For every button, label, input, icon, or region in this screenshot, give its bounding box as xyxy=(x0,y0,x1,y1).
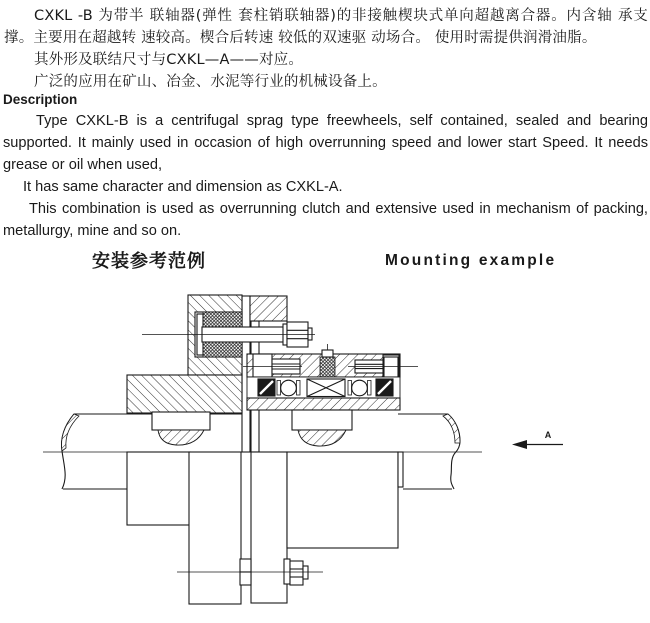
description-paragraph-1: Type CXKL-B is a centrifugal sprag type freewheels, self contained, sealed and bearing supported. It mainly used in occasion of high overrunning speed and lower start Speed. It needs grease or oil when used, xyxy=(3,113,648,173)
intro-cn-paragraph-1: CXKL -B 为带半 联轴器(弹性 套柱销联轴器)的非接触楔块式单向超越离合器。内含轴 承支撑。主要用在超越转 速较高。楔合后转速 较低的双速驱 动场合。 使用时需提供润滑油脂。 xyxy=(4,8,648,46)
description-heading: Description xyxy=(3,92,78,107)
drawing-title-chinese: 安装参考范例 xyxy=(92,251,206,272)
right-shaft-key xyxy=(292,410,352,446)
intro-cn-paragraph-2: 其外形及联结尺寸与CXKL—A——对应。 xyxy=(34,52,304,68)
bearing-row xyxy=(247,377,400,398)
technical-drawing xyxy=(0,280,650,623)
arrowhead-icon xyxy=(512,440,527,449)
lower-half-outline xyxy=(127,452,403,604)
sprag-cage xyxy=(307,379,345,397)
right-flange-block xyxy=(250,296,287,321)
section-arrow xyxy=(512,430,563,449)
left-shaft-key xyxy=(152,412,210,445)
inner-sleeve xyxy=(247,398,400,410)
description-paragraph-2: It has same character and dimension as CXKL-A. xyxy=(23,179,343,195)
intro-cn-paragraph-3: 广泛的应用在矿山、冶金、水泥等行业的机械设备上。 xyxy=(34,74,387,90)
grease-fitting xyxy=(320,344,335,377)
section-view-label: A xyxy=(544,430,552,440)
drawing-title-english: Mounting example xyxy=(385,252,557,269)
right-shaft xyxy=(398,414,460,489)
description-paragraph-3: This combination is used as overrunning clutch and extensive used in mechanism of packing, metallurgy, mine and so on. xyxy=(3,201,648,239)
